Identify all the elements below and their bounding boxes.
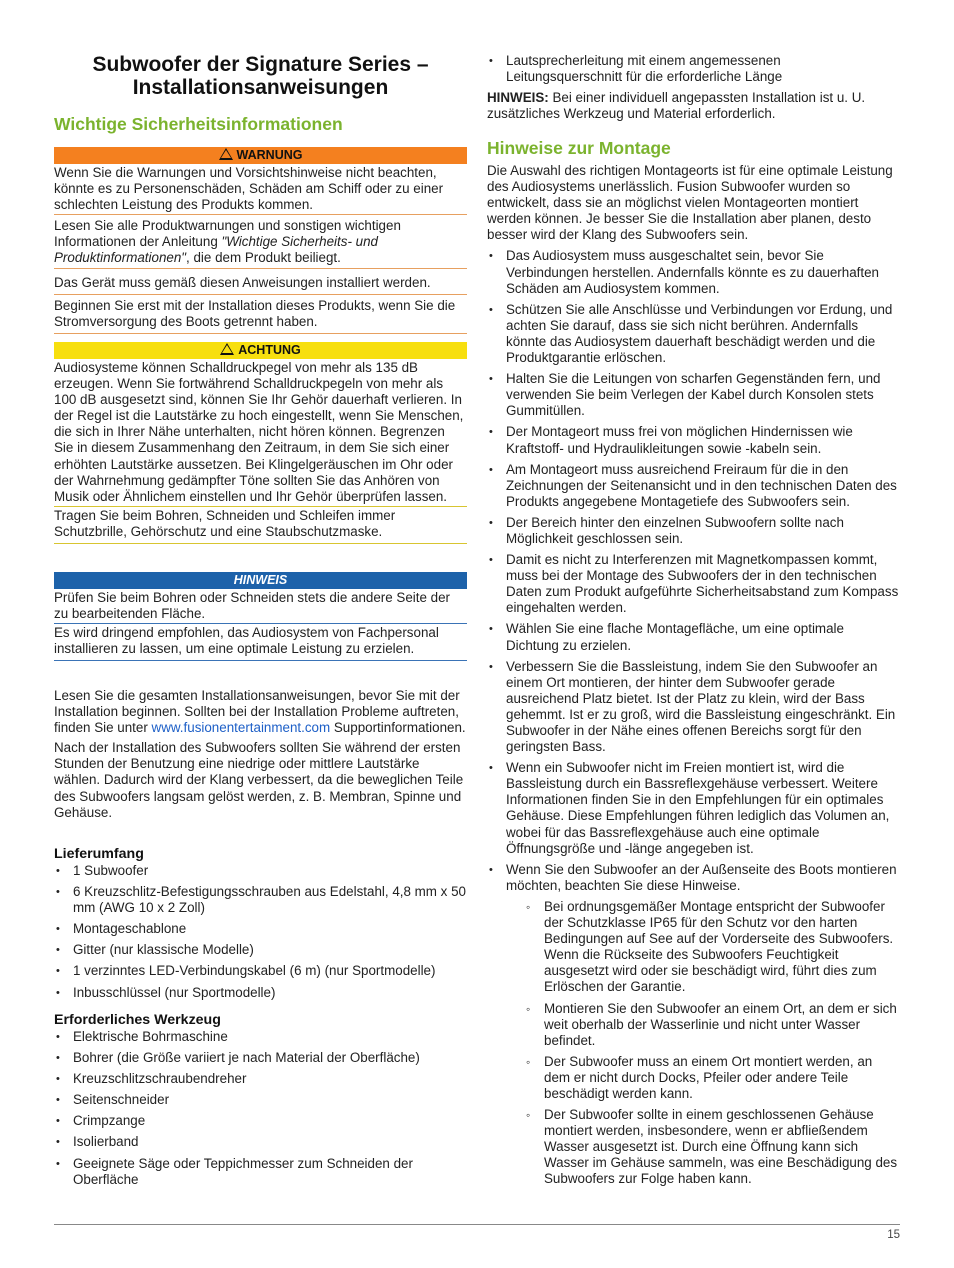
caution-text-2: Tragen Sie beim Bohren, Schneiden und Schleifen immer Schutzbrille, Gehörschutz und eine Staubschutzmaske. xyxy=(54,507,396,539)
list-item: • Halten Sie die Leitungen von scharfen Gegenständen fern, und verwenden Sie beim Verlegen der Kabel durch Konsolen stets Gummitüllen. xyxy=(487,371,900,419)
note-text-2: Es wird dringend empfohlen, das Audiosystem von Fachpersonal installieren zu lassen, um eine optimale Leistung zu erzielen. xyxy=(54,625,439,657)
tools-list xyxy=(54,1029,467,1188)
list-item: • Schützen Sie alle Anschlüsse und Verbindungen vor Erdung, und achten Sie darauf, dass sie sich nicht berühren. Andernfalls könnte das Audiosystem dauerhaft beschädigt werden und die Produktgarantie erlöschen. xyxy=(487,302,900,366)
safety-heading: Wichtige Sicherheitsinformationen xyxy=(54,114,343,134)
caution-text-1: Audiosysteme können Schalldruckpegel von mehr als 135 dB erzeugen. Wenn Sie fortwährend Schalldruckpegeln von mehr als 100 dB ausgesetzt sind, können Sie Ihr Gehör dauerhaft verlieren. In der Regel ist die Lautstärke zu hoch eingestellt, wenn Sie Menschen, die sich in Ihrer Nähe unterhalten, nicht hören können. Begrenzen Sie in diesem Zusammenhang den Zeitraum, in dem Sie sich einer erhöhten Lautstärke aussetzen. Bei Klingelgeräuschen im Ohr oder der Wahrnehmung gedämpfter Töne sollten Sie das Anhören von Musik oder Ähnlichem einstellen und Ihr Gehör überprüfen lassen. xyxy=(54,360,464,504)
list-item: • 6 Kreuzschlitz-Befestigungsschrauben aus Edelstahl, 4,8 mm x 50 mm (AWG 10 x 2 Zoll) xyxy=(54,884,467,916)
list-item: • 1 Subwoofer xyxy=(54,863,467,879)
list-item: • Geeignete Säge oder Teppichmesser zum Schneiden der Oberfläche xyxy=(54,1156,467,1188)
list-item: • Montageschablone xyxy=(54,921,467,937)
note-text-1: Prüfen Sie beim Bohren oder Schneiden stets die andere Seite der zu bearbeitenden Fläche. xyxy=(54,590,451,622)
tools-heading: Erforderliches Werkzeug xyxy=(54,1012,221,1028)
list-item: • Wenn Sie den Subwoofer an der Außenseite des Boots montieren möchten, beachten Sie diese Hinweise. ◦ Bei ordnungsgemäßer Montage entspricht der Subwoofer der Schutzklasse IP65 für den Schutz vor den harten Bedingungen auf See auf der Vorderseite des Subwoofers. Wenn die Rückseite des Subwoofers Feuchtigkeit ausgesetzt wird oder sie beschädigt wird, führt dies zum Erlöschen der Garantie. ◦ Montieren Sie den Subwoofer an einem Ort, an dem er sich weit oberhalb der Wasserlinie und nicht unter Wasser befindet. ◦ Der Subwoofer muss an einem Ort montiert werden, an dem er nicht durch Docks, Pfeiler oder andere Teile beschädigt werden kann. ◦ Der Subwoofer sollte in einem geschlossenen Gehäuse montiert werden, insbesondere, wenn er abfließendem Wasser ausgesetzt ist. Durch eine Öffnung kann sich Wasser im Gehäuse sammeln, was eine Beschädigung des Subwoofers zur Folge haben kann. xyxy=(487,862,900,1188)
warning-triangle-icon xyxy=(219,148,233,160)
warning-text-3: Das Gerät muss gemäß diesen Anweisungen installiert werden. xyxy=(54,274,431,290)
list-item: • Am Montageort muss ausreichend Freiraum für die in den Zeichnungen der Seitenansicht und in den technischen Daten des Produkts angegebene Montagetiefe des Subwoofers sein. xyxy=(487,462,900,510)
intro-paragraph-1: Lesen Sie die gesamten Installationsanweisungen, bevor Sie mit der Installation beginnen. Sollten bei der Installation Probleme auftreten, finden Sie unter www.fusionentertainment.com Supportinformationen. xyxy=(54,688,466,736)
page-number: 15 xyxy=(887,1229,900,1241)
fusion-website-link[interactable]: www.fusionentertainment.com xyxy=(151,720,331,736)
warning-text-1: Wenn Sie die Warnungen und Vorsichtshinweise nicht beachten, könnte es zu Personenschäden, Schäden am Schiff oder zu einer schlechten Leistung des Produkts kommen. xyxy=(54,165,444,213)
note-section xyxy=(54,572,467,661)
list-item: • Der Montageort muss frei von möglichen Hindernissen wie Kraftstoff- und Hydraulikleitungen sowie -kabeln sein. xyxy=(487,424,900,456)
warning-section xyxy=(54,147,467,334)
mounting-heading: Hinweise zur Montage xyxy=(487,138,671,158)
list-item: • Gitter (nur klassische Modelle) xyxy=(54,942,467,958)
list-item: • Wenn ein Subwoofer nicht im Freien montiert ist, wird die Bassleistung durch ein Bassreflexgehäuse verbessert. Weitere Informationen finden Sie in den Empfehlungen für ein optimales Gehäuse. Diese Empfehlungen führen lediglich das Volumen an, wobei für das Bassreflexgehäuse auch eine optimale Öffnungsgröße und -länge angegeben ist. xyxy=(487,760,900,857)
intro-paragraph-2: Nach der Installation des Subwoofers sollten Sie während der ersten Stunden der Benutzung eine niedrige oder mittlere Lautstärke wählen. Dadurch wird der Klang verbessert, da die beweglichen Teile des Subwoofers langsam gelöst werden, z. B. Membran, Spinne und Gehäuse. xyxy=(54,740,464,820)
caution-label: ACHTUNG xyxy=(238,343,301,357)
list-item: • Damit es nicht zu Interferenzen mit Magnetkompassen kommt, muss bei der Montage des Subwoofers der in den technischen Daten zum Produkt aufgeführte Sicherheitsabstand zum Kompass eingehalten werden. xyxy=(487,552,900,616)
list-item: • Kreuzschlitzschraubendreher xyxy=(54,1071,467,1087)
mounting-intro: Die Auswahl des richtigen Montageorts ist für eine optimale Leistung des Audiosystems unerlässlich. Fusion Subwoofer wurden so entwickelt, dass sie an möglichst vielen Montageorten montiert werden können. Je besser Sie die Installation aber planen, desto besser wird der Klang des Subwoofers sein. xyxy=(487,163,893,243)
outdoor-mounting-sublist xyxy=(506,899,900,1188)
list-item: • Das Audiosystem muss ausgeschaltet sein, bevor Sie Verbindungen herstellen. Andernfalls könnte es zu dauerhaften Schäden am Audiosystem kommen. xyxy=(487,248,900,296)
warning-label: WARNUNG xyxy=(236,148,303,162)
list-item: • Lautsprecherleitung mit einem angemessenen Leitungsquerschnitt für die erforderliche Länge xyxy=(487,53,900,85)
sub-list-item: ◦ Der Subwoofer muss an einem Ort montiert werden, an dem er nicht durch Docks, Pfeiler oder andere Teile beschädigt werden kann. xyxy=(525,1054,900,1102)
list-item: • Der Bereich hinter den einzelnen Subwoofern sollte nach Möglichkeit geschlossen sein. xyxy=(487,515,900,547)
caution-section xyxy=(54,342,467,544)
caution-banner xyxy=(54,342,467,359)
list-item: • Elektrische Bohrmaschine xyxy=(54,1029,467,1045)
list-item: • Seitenschneider xyxy=(54,1092,467,1108)
page-title-line1: Subwoofer der Signature Series – xyxy=(92,53,429,76)
footer-rule xyxy=(54,1224,900,1225)
list-item: • Verbessern Sie die Bassleistung, indem Sie den Subwoofer an einem Ort montieren, der hinter dem Subwoofer gerade ausreichend Platz bietet. Ist der Platz zu klein, wird der Bass gehemmt. Ist er zu groß, wird die Bassleistung eingeschränkt. Ein Subwoofer in der Nähe eines offenen Bereichs sorgt für den geringsten Bass. xyxy=(487,659,900,756)
page-title xyxy=(54,53,467,99)
list-item: • 1 verzinntes LED-Verbindungskabel (6 m) (nur Sportmodelle) xyxy=(54,963,467,979)
warning-banner xyxy=(54,147,467,164)
list-item: • Isolierband xyxy=(54,1134,467,1150)
note-label: HINWEIS xyxy=(233,573,288,587)
list-item: • Crimpzange xyxy=(54,1113,467,1129)
sub-list-item: ◦ Bei ordnungsgemäßer Montage entspricht der Subwoofer der Schutzklasse IP65 für den Schutz vor den harten Bedingungen auf See auf der Vorderseite des Subwoofers. Wenn die Rückseite des Subwoofers Feuchtigkeit ausgesetzt wird oder sie beschädigt wird, führt dies zum Erlöschen der Garantie. xyxy=(525,899,900,996)
list-item: • Wählen Sie eine flache Montagefläche, um eine optimale Dichtung zu erzielen. xyxy=(487,621,900,653)
hint-paragraph: HINWEIS: Bei einer individuell angepassten Installation ist u. U. zusätzliches Werkzeug und Material erforderlich. xyxy=(487,90,866,122)
note-banner xyxy=(54,572,467,589)
list-item: • Bohrer (die Größe variiert je nach Material der Oberfläche) xyxy=(54,1050,467,1066)
sub-list-item: ◦ Montieren Sie den Subwoofer an einem Ort, an dem er sich weit oberhalb der Wasserlinie und nicht unter Wasser befindet. xyxy=(525,1001,900,1049)
tools-list-continued xyxy=(487,53,900,85)
box-contents-heading: Lieferumfang xyxy=(54,846,144,862)
warning-text-2: Lesen Sie alle Produktwarnungen und sonstigen wichtigen Informationen der Anleitung "Wichtige Sicherheits- und Produktinformationen", die dem Produkt beiliegt. xyxy=(54,218,401,266)
box-contents-list xyxy=(54,863,467,1001)
list-item: • Inbusschlüssel (nur Sportmodelle) xyxy=(54,985,467,1001)
page-title-line2: Installationsanweisungen xyxy=(132,76,389,99)
sub-list-item: ◦ Der Subwoofer sollte in einem geschlossenen Gehäuse montiert werden, insbesondere, wenn er abfließendem Wasser ausgesetzt ist. Durch eine Öffnung kann sich Wasser im Gehäuse sammeln, was eine Beschädigung des Subwoofers zur Folge haben kann. xyxy=(525,1107,900,1187)
warning-text-4: Beginnen Sie erst mit der Installation dieses Produkts, wenn Sie die Stromversorgung des Boots getrennt haben. xyxy=(54,297,456,329)
caution-triangle-icon xyxy=(220,343,234,355)
mounting-list xyxy=(487,248,900,1187)
